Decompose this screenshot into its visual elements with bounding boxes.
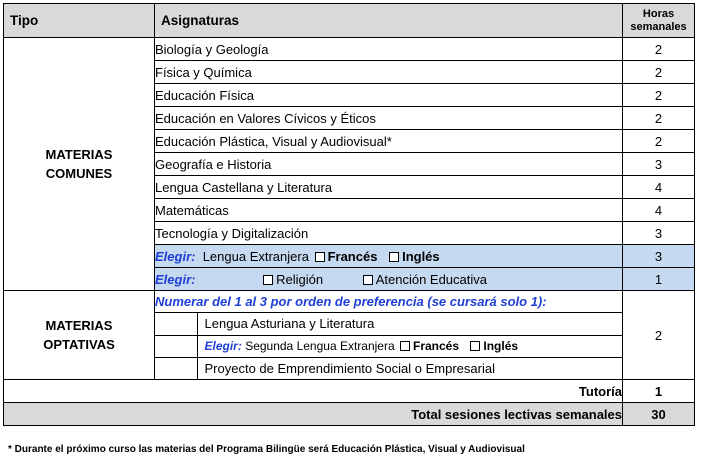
optativas-list: [155, 313, 622, 379]
segunda-lengua-label: Segunda Lengua Extranjera: [245, 339, 395, 353]
list-item: [155, 313, 622, 335]
optativas-note: Numerar del 1 al 3 por orden de preferencia (se cursará solo 1):: [155, 291, 623, 313]
subject-name: Educación Física: [155, 84, 623, 107]
checkbox-frances[interactable]: [315, 252, 325, 262]
option-religion: Religión: [276, 271, 324, 287]
header-horas-line2: semanales: [630, 20, 687, 33]
lengua-extranjera-choice: [155, 245, 623, 268]
elegir-label: Elegir:: [155, 271, 196, 287]
optativas-items: [155, 313, 623, 380]
preference-number-cell[interactable]: [155, 335, 197, 357]
subject-hours: 2: [623, 38, 695, 61]
checkbox-ingles[interactable]: [389, 252, 399, 262]
tutoria-label: Tutoría: [4, 380, 623, 403]
tutoria-hours: 1: [623, 380, 695, 403]
subject-hours: 2: [623, 130, 695, 153]
optativa-item: [197, 335, 622, 357]
option-frances: Francés: [327, 248, 378, 264]
optativa-item: Proyecto de Emprendimiento Social o Empresarial: [197, 357, 622, 379]
elegir-label: Elegir:: [204, 339, 242, 353]
tipo-optativas: [4, 291, 155, 380]
subject-hours: 4: [623, 199, 695, 222]
religion-choice: [155, 268, 623, 291]
optativa-item: Lengua Asturiana y Literatura: [204, 316, 375, 332]
option-frances-2: Francés: [412, 339, 460, 353]
subject-name: Biología y Geología: [155, 38, 623, 61]
subjects-table: [3, 3, 695, 426]
footnote: * Durante el próximo curso las materias del Programa Bilingüe será Educación Plástica, Visual y Audiovisual: [8, 444, 525, 455]
total-row: [4, 403, 695, 426]
tipo-optativas-line1: MATERIAS: [45, 318, 113, 333]
header-asignaturas: Asignaturas: [155, 4, 623, 38]
checkbox-atencion-educativa[interactable]: [363, 275, 373, 285]
preference-number-cell[interactable]: [155, 357, 197, 379]
religion-hours: 1: [623, 268, 695, 291]
tutoria-row: [4, 380, 695, 403]
checkbox-frances-2[interactable]: [400, 341, 410, 351]
table-row: [4, 38, 695, 61]
lengua-extranjera-label: Lengua Extranjera: [202, 248, 309, 264]
subject-hours: 4: [623, 176, 695, 199]
subject-hours: 3: [623, 222, 695, 245]
header-tipo: Tipo: [4, 4, 155, 38]
header-horas-line1: Horas: [642, 7, 675, 20]
subject-hours: 3: [623, 153, 695, 176]
subject-name: Geografía e Historia: [155, 153, 623, 176]
option-ingles: Inglés: [402, 248, 440, 264]
lengua-extranjera-hours: 3: [623, 245, 695, 268]
tipo-optativas-line2: OPTATIVAS: [43, 337, 115, 352]
subject-name: Matemáticas: [155, 199, 623, 222]
subject-hours: 2: [623, 107, 695, 130]
total-label: Total sesiones lectivas semanales: [4, 403, 623, 426]
header-row: [4, 4, 695, 38]
total-hours: 30: [623, 403, 695, 426]
tipo-comunes: [4, 38, 155, 291]
option-atencion-educativa: Atención Educativa: [375, 271, 487, 287]
checkbox-religion[interactable]: [263, 275, 273, 285]
tipo-comunes-line1: MATERIAS: [45, 147, 113, 162]
checkbox-ingles-2[interactable]: [470, 341, 480, 351]
elegir-label: Elegir:: [155, 248, 196, 264]
subject-name: Tecnología y Digitalización: [155, 222, 623, 245]
subject-name: Educación Plástica, Visual y Audiovisual*: [155, 130, 623, 153]
subject-name: Lengua Castellana y Literatura: [155, 176, 623, 199]
option-ingles-2: Inglés: [483, 339, 519, 353]
optativas-hours: 2: [623, 291, 695, 380]
subject-hours: 2: [623, 84, 695, 107]
subject-name: Educación en Valores Cívicos y Éticos: [155, 107, 623, 130]
subject-hours: 2: [623, 61, 695, 84]
list-item: [155, 357, 622, 379]
header-horas: [623, 4, 695, 38]
tipo-comunes-line2: COMUNES: [45, 166, 113, 181]
optativas-note-row: [4, 291, 695, 313]
list-item: [155, 335, 622, 357]
preference-number-cell[interactable]: [155, 313, 197, 335]
subject-name: Física y Química: [155, 61, 623, 84]
